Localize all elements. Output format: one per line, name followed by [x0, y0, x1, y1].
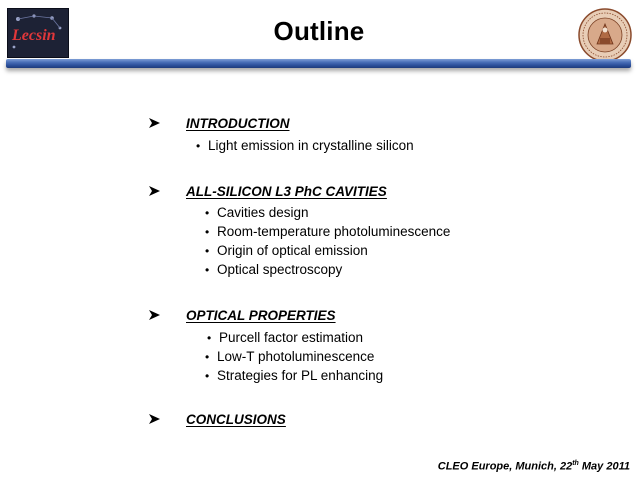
- list-item-text: Low-T photoluminescence: [217, 349, 375, 364]
- list-item: [196, 138, 414, 153]
- list-item: [205, 243, 368, 258]
- section-heading: ALL-SILICON L3 PhC CAVITIES: [186, 184, 387, 199]
- section-introduction: [148, 116, 290, 131]
- list-item-text: Optical spectroscopy: [217, 262, 343, 277]
- section-heading: INTRODUCTION: [186, 116, 290, 131]
- footer-prefix: CLEO Europe, Munich, 22: [437, 460, 573, 473]
- list-item-text: Room-temperature photoluminescence: [217, 224, 451, 239]
- section-conclusions: [148, 412, 286, 427]
- list-item-text: Strategies for PL enhancing: [217, 368, 384, 383]
- list-item: [205, 205, 309, 220]
- svg-text:Lecsin: Lecsin: [12, 27, 56, 44]
- footer-superscript: th: [572, 460, 579, 467]
- list-item-text: Cavities design: [217, 205, 309, 220]
- page-title: Outline: [273, 16, 365, 46]
- footer-suffix: May 2011: [578, 460, 630, 473]
- list-item: [207, 330, 363, 345]
- arrow-bullet-icon: [148, 116, 162, 131]
- list-item-text: Origin of optical emission: [217, 243, 368, 258]
- dot-bullet-icon: •: [205, 369, 210, 383]
- list-item: [205, 349, 374, 364]
- dot-bullet-icon: •: [207, 331, 212, 345]
- list-item-text: Light emission in crystalline silicon: [208, 138, 414, 153]
- list-item-text: Purcell factor estimation: [219, 330, 364, 345]
- dot-bullet-icon: •: [205, 206, 210, 220]
- arrow-bullet-icon: [148, 412, 162, 427]
- section-optical-properties: [148, 308, 336, 323]
- dot-bullet-icon: •: [205, 263, 210, 277]
- dot-bullet-icon: •: [205, 225, 210, 239]
- dot-bullet-icon: •: [205, 244, 210, 258]
- section-l3-cavities: [148, 184, 387, 199]
- arrow-bullet-icon: [148, 308, 162, 323]
- university-seal-icon: [578, 8, 632, 62]
- list-item: [205, 224, 450, 239]
- list-item: [205, 368, 383, 383]
- footer-conference: [438, 460, 630, 473]
- dot-bullet-icon: •: [196, 139, 201, 153]
- list-item: [205, 262, 342, 277]
- dot-bullet-icon: •: [205, 350, 210, 364]
- section-heading: CONCLUSIONS: [186, 412, 286, 427]
- arrow-bullet-icon: [148, 184, 162, 199]
- title-divider-bar: [6, 59, 631, 68]
- section-heading: OPTICAL PROPERTIES: [186, 308, 336, 323]
